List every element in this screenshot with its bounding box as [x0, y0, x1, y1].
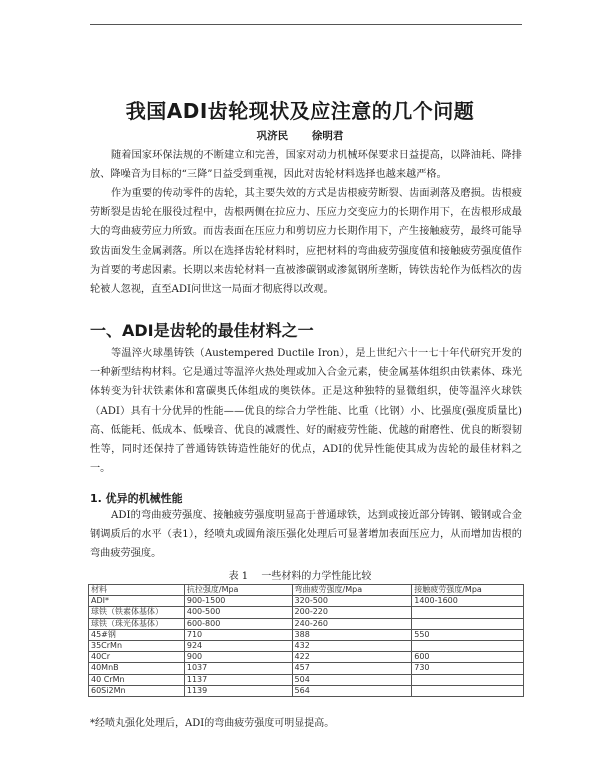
table-cell: 388 [292, 629, 412, 640]
table-cell: 40 CrMn [89, 674, 185, 685]
author-2: 徐明君 [311, 130, 344, 142]
table-cell: 40Cr [89, 652, 185, 663]
table-cell: 924 [184, 640, 292, 651]
table-cell: 550 [412, 629, 524, 640]
section-paragraph: 等温淬火球墨铸铁（Austempered Ductile Iron），是上世纪六十一七十年代研究开发的一种新型结构材料。它是通过等温淬火热处理或加入合金元素，使金属基体组织由铁素体、珠光体转变为针状铁素体和富碳奥氏体组成的奥铁体。正是这种独特的显微组织，使等温淬火球铁（ADI）具有十分优异的性能——优良的综合力学性能、比重（比钢）小、比强度(强度质量比)高、低能耗、低成本、低噪音、优良的减震性、好的耐疲劳性能、优越的耐磨性、优良的断裂韧性等，同时还保持了普通铸铁铸造性能好的优点，ADI的优异性能使其成为齿轮的最佳材料之一。 [90, 348, 522, 475]
table-row [89, 618, 524, 629]
table-cell: 1139 [184, 685, 292, 696]
table-row [89, 674, 524, 685]
table-cell [412, 674, 524, 685]
table-cell: 200-220 [292, 607, 412, 618]
table-row [89, 607, 524, 618]
table-cell: 600 [412, 652, 524, 663]
table-cell: 564 [292, 685, 412, 696]
table-header-cell: 抗拉强度/Mpa [184, 585, 292, 596]
table-cell: 45#钢 [89, 629, 185, 640]
table-caption: 表 1 一些材料的力学性能比较 [228, 571, 372, 582]
table-cell [412, 685, 524, 696]
table-body [89, 596, 524, 697]
table-row [89, 596, 524, 607]
header-rule [90, 24, 522, 25]
table-cell: 600-800 [184, 618, 292, 629]
table-header-cell: 弯曲疲劳强度/Mpa [292, 585, 412, 596]
table-row [89, 663, 524, 674]
table-row [89, 629, 524, 640]
table-footnote: *经喷丸强化处理后，ADI的弯曲疲劳强度可明显提高。 [90, 718, 335, 729]
author-1: 巩济民 [256, 130, 289, 142]
table-cell [412, 618, 524, 629]
table-row [89, 685, 524, 696]
table-cell: 730 [412, 663, 524, 674]
table-cell: 240-260 [292, 618, 412, 629]
properties-table [88, 584, 524, 697]
table-cell: 1037 [184, 663, 292, 674]
table-cell: 320-500 [292, 596, 412, 607]
table-header-row [89, 585, 524, 596]
table-cell: 1400-1600 [412, 596, 524, 607]
authors [0, 128, 600, 143]
table-cell: 球铁（铁素体基体） [89, 607, 185, 618]
table-cell: 400-500 [184, 607, 292, 618]
subsection-heading: 1. 优异的机械性能 [90, 492, 183, 505]
paper-title: 我国ADI齿轮现状及应注意的几个问题 [125, 99, 475, 123]
table-cell: 1137 [184, 674, 292, 685]
table-cell: 35CrMn [89, 640, 185, 651]
table-cell [412, 607, 524, 618]
table-cell: 710 [184, 629, 292, 640]
table-container [88, 584, 524, 697]
table-row [89, 652, 524, 663]
table-row [89, 640, 524, 651]
table-cell: 504 [292, 674, 412, 685]
table-cell: 432 [292, 640, 412, 651]
table-cell: 422 [292, 652, 412, 663]
table-cell: 457 [292, 663, 412, 674]
intro-paragraph-1: 随着国家环保法规的不断建立和完善，国家对动力机械环保要求日益提高，以降油耗、降排放、降噪音为目标的“三降”日益受到重视，因此对齿轮材料选择也越来越严格。 [90, 150, 522, 181]
table-cell: ADI* [89, 596, 185, 607]
table-cell: 900-1500 [184, 596, 292, 607]
section-heading: 一、ADI是齿轮的最佳材料之一 [90, 321, 314, 340]
intro-paragraph-2: 作为重要的传动零件的齿轮，其主要失效的方式是齿根疲劳断裂、齿面剥落及磨损。齿根疲劳断裂是齿轮在服役过程中，齿根两侧在拉应力、压应力交变应力的长期作用下，在齿根形成最大的弯曲疲劳应力所致。而齿表面在压应力和剪切应力长期作用下，产生接触疲劳，最终可能导致齿面发生金属剥落。所以在选择齿轮材料时，应把材料的弯曲疲劳强度值和接触疲劳强度值作为首要的考虑因素。长期以来齿轮材料一直被渗碳钢或渗氮钢所垄断，铸铁齿轮作为低档次的齿轮被人忽视，直至ADI问世这一局面才彻底得以改观。 [90, 188, 522, 296]
table-header-cell: 材料 [89, 585, 185, 596]
subsection-paragraph: ADI的弯曲疲劳强度、接触疲劳强度明显高于普通球铁，达到或接近部分铸钢、锻钢或合金钢调质后的水平（表1），经喷丸或圆角滚压强化处理后可显著增加表面压应力，从而增加齿根的弯曲疲劳强度。 [90, 510, 522, 560]
table-cell: 球铁（珠光体基体） [89, 618, 185, 629]
table-cell: 60Si2Mn [89, 685, 185, 696]
table-cell [412, 640, 524, 651]
table-cell: 40MnB [89, 663, 185, 674]
table-cell: 900 [184, 652, 292, 663]
table-header-cell: 接触疲劳强度/Mpa [412, 585, 524, 596]
